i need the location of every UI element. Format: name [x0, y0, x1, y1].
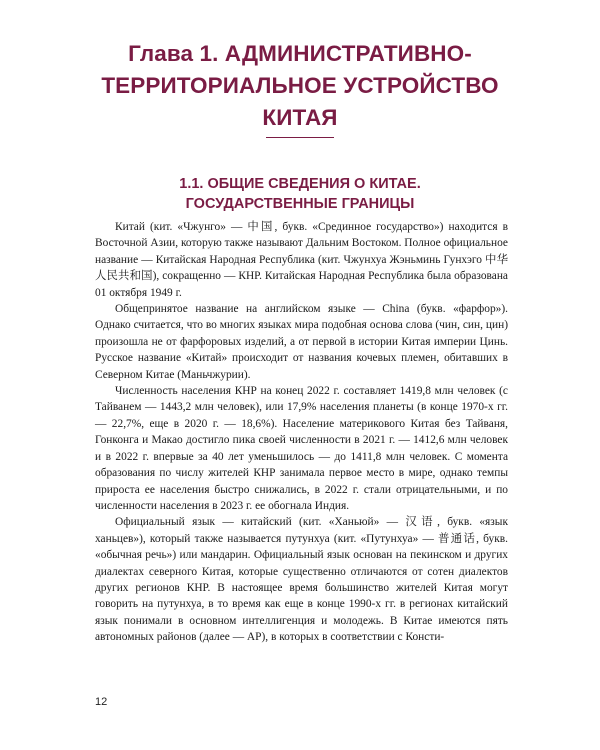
paragraph: Общепринятое название на английском языке — China (букв. «фарфор»). Однако считается, что во многих языках мира подобная основа слова (чин, син, цин) произошла не от фарфоровых изделий, а от первой в истории Китая империи Цинь. Русское название «Китай» происходит от названия кочевых племен, обитавших в Северном Китае (Маньчжурии). — [95, 303, 508, 381]
paragraph: Численность населения КНР на конец 2022 г. составляет 1419,8 млн человек (с Тайванем — 1443,2 млн человек), или 17,9% населения планеты (в конце 1970-х гг. — 22,7%, еще в 2020 г. — 18,6%). Население материкового Китая без Тайваня, Гонконга и Макао достигло пика своей численности в 2021 г. — 1412,6 млн человек и в 2022 г. впервые за 40 лет уменьшилось — до 1411,8 млн человек. С момента образования по числу жителей КНР занимала первое место в мире, однако темпы прироста ее населения быстро снижались, в 2022 г. стали отрицательными, и по численности населения в 2023 г. ее обогнала Индия. — [95, 385, 508, 512]
paragraph: Китай (кит. «Чжунго» — 中国, букв. «Срединное государство») находится в Восточной Азии, которую также называют Дальним Востоком. Полное официальное название — Китайская Народная Республика (кит. Чжунхуа Жэньминь Гунхэго 中华人民共和国), сокращенно — КНР. Китайская Народная Республика была образована 01 октября 1949 г. — [95, 221, 508, 299]
chapter-title-line: Глава 1. АДМИНИСТРАТИВНО- — [128, 41, 472, 66]
chapter-title-line: ТЕРРИТОРИАЛЬНОЕ УСТРОЙСТВО — [101, 73, 499, 98]
section-title — [100, 174, 500, 214]
chapter-title — [60, 38, 540, 134]
page-number: 12 — [95, 696, 108, 708]
body-text — [95, 219, 508, 646]
section-title-line: ГОСУДАРСТВЕННЫЕ ГРАНИЦЫ — [185, 196, 415, 212]
chapter-title-line: КИТАЯ — [262, 105, 338, 130]
title-divider — [266, 137, 334, 138]
section-title-line: 1.1. ОБЩИЕ СВЕДЕНИЯ О КИТАЕ. — [179, 176, 421, 192]
paragraph: Официальный язык — китайский (кит. «Ханьюй» — 汉语, букв. «язык ханьцев»), который также называется путунхуа (кит. «Путунхуа» — 普通话, букв. «обычная речь») или мандарин. Официальный язык основан на пекинском и других диалектах северного Китая, которые существенно отличаются от сотен диалектов других регионов КНР. В настоящее время большинство жителей Китая могут говорить на путунхуа, в то время как еще в конце 1990-х гг. в регионах китайский язык понимали в основном интеллигенция и молодежь. В Китае имеются пять автономных районов (далее — АР), в которых в соответствии с Консти- — [95, 516, 508, 644]
